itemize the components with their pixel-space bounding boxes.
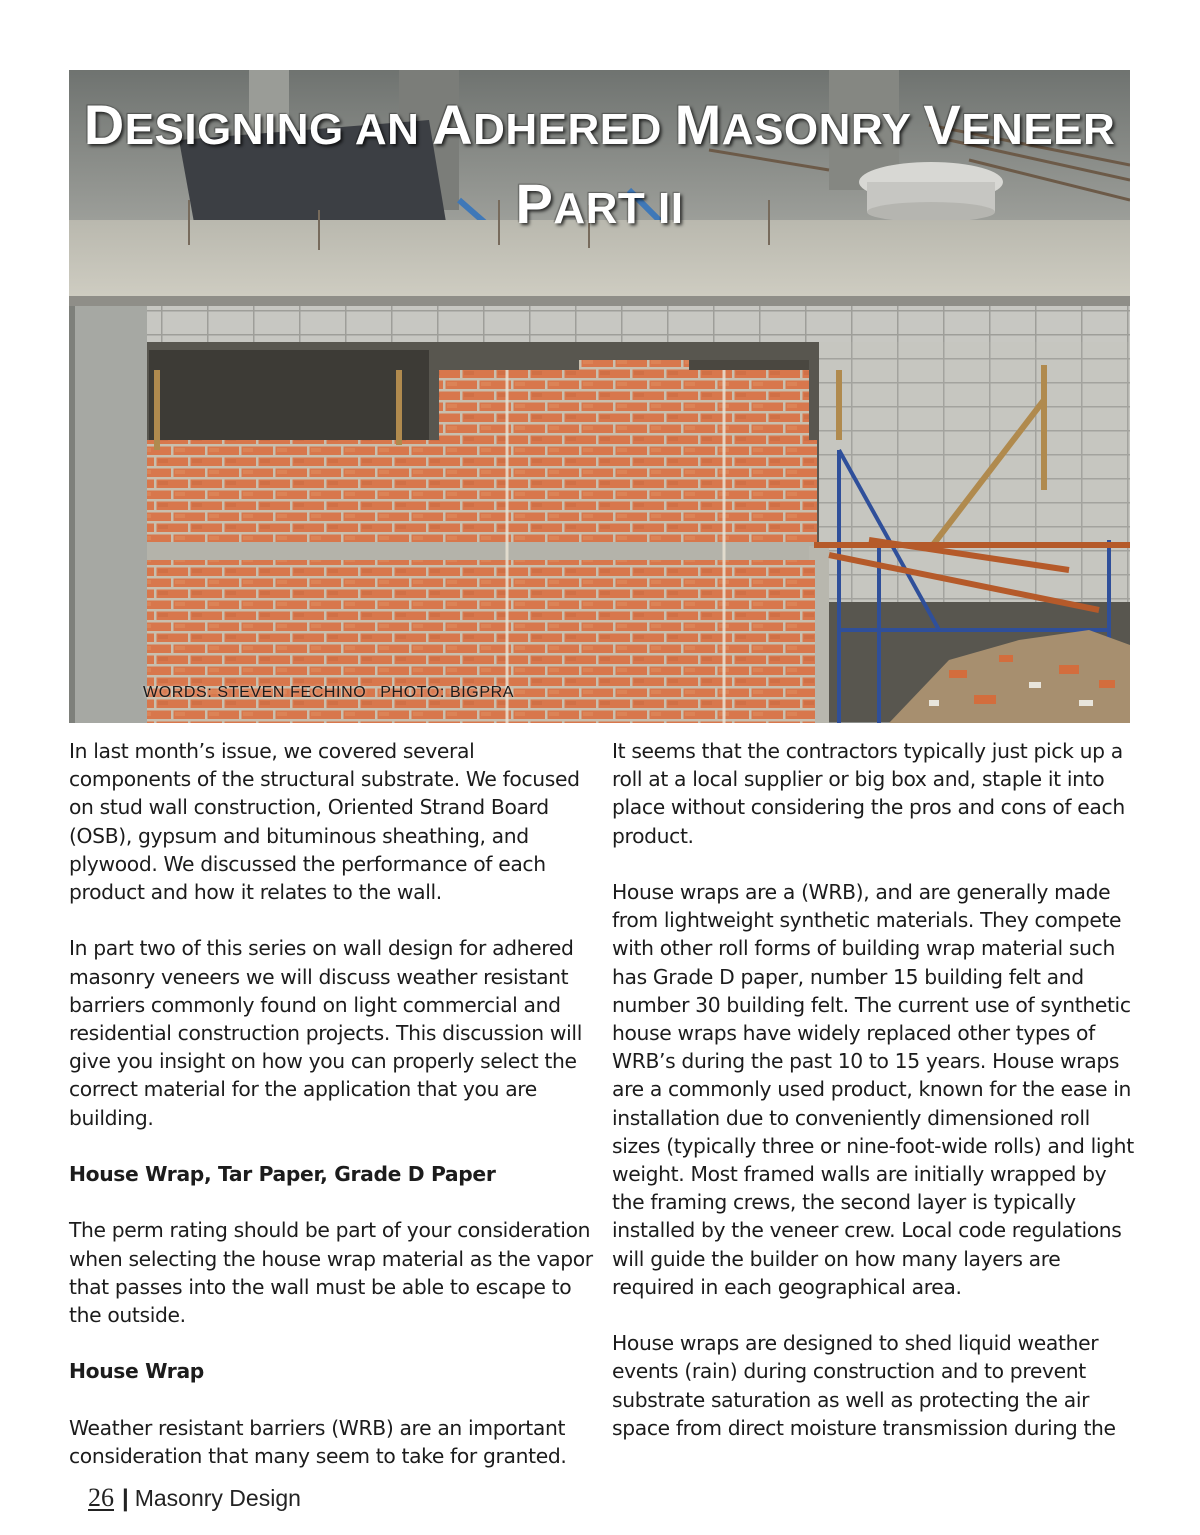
title-rest: ASONRY	[721, 105, 924, 154]
section-heading: House Wrap	[69, 1359, 204, 1384]
title-cap: V	[923, 93, 962, 156]
title-cap: P	[515, 172, 554, 235]
publication-name: Masonry Design	[134, 1485, 301, 1511]
photographer-credit: PHOTO: BIGPRA	[380, 684, 515, 701]
body-paragraph: In last month’s issue, we covered several components of the structural substrate. We focused on stud wall construction, Oriented Strand Board (OSB), gypsum and bituminous sheathing, and plywood. We discussed the performance of each product and how it relates to the wall.	[69, 739, 580, 905]
photo-credits	[143, 684, 514, 702]
body-paragraph: Weather resistant barriers (WRB) are an important consideration that many seem to take for granted.	[69, 1415, 567, 1468]
page-number: 26	[88, 1483, 114, 1512]
body-paragraph: It seems that the contractors typically just pick up a roll at a local supplier or big box and, staple it into place without considering the pros and cons of each product.	[612, 739, 1125, 848]
title-rest: ENEER	[961, 105, 1116, 154]
footer-separator: |	[122, 1485, 129, 1512]
section-heading: House Wrap, Tar Paper, Grade D Paper	[69, 1162, 496, 1187]
page-footer	[88, 1483, 301, 1513]
title-rest: ART II	[553, 184, 684, 233]
hero-photo	[69, 70, 1130, 723]
title-line-2	[69, 167, 1130, 246]
author-credit: WORDS: STEVEN FECHINO	[143, 684, 367, 701]
title-cap: D	[83, 93, 125, 156]
title-line-1	[69, 88, 1130, 167]
title-cap: A	[432, 93, 474, 156]
body-paragraph: House wraps are designed to shed liquid weather events (rain) during construction and to prevent substrate saturation as well as protecting the air space from direct moisture transmission during the	[612, 1331, 1116, 1440]
body-paragraph: The perm rating should be part of your consideration when selecting the house wrap material as the vapor that passes into the wall must be able to escape to the outside.	[69, 1218, 593, 1328]
right-column	[612, 737, 1140, 1442]
body-paragraph: In part two of this series on wall design for adhered masonry veneers we will discuss weather resistant barriers commonly found on light commercial and residential construction projects. This discussion will give you insight on how you can properly select the correct material for the application that you are building.	[69, 936, 582, 1130]
article-title	[69, 88, 1130, 246]
title-rest: ESIGNING AN	[124, 105, 433, 154]
left-column	[69, 737, 597, 1470]
title-cap: M	[674, 93, 722, 156]
body-paragraph: House wraps are a (WRB), and are generally made from lightweight synthetic materials. They compete with other roll forms of building wrap material such has Grade D paper, number 15 building felt and number 30 building felt. The current use of synthetic house wraps have widely replaced other types of WRB’s during the past 10 to 15 years. House wraps are a commonly used product, known for the ease in installation due to conveniently dimensioned roll sizes (typically three or nine-foot-wide rolls) and light weight. Most framed walls are initially wrapped by the framing crews, the second layer is typically installed by the veneer crew. Local code regulations will guide the builder on how many layers are required in each geographical area.	[612, 880, 1134, 1299]
title-rest: DHERED	[473, 105, 675, 154]
